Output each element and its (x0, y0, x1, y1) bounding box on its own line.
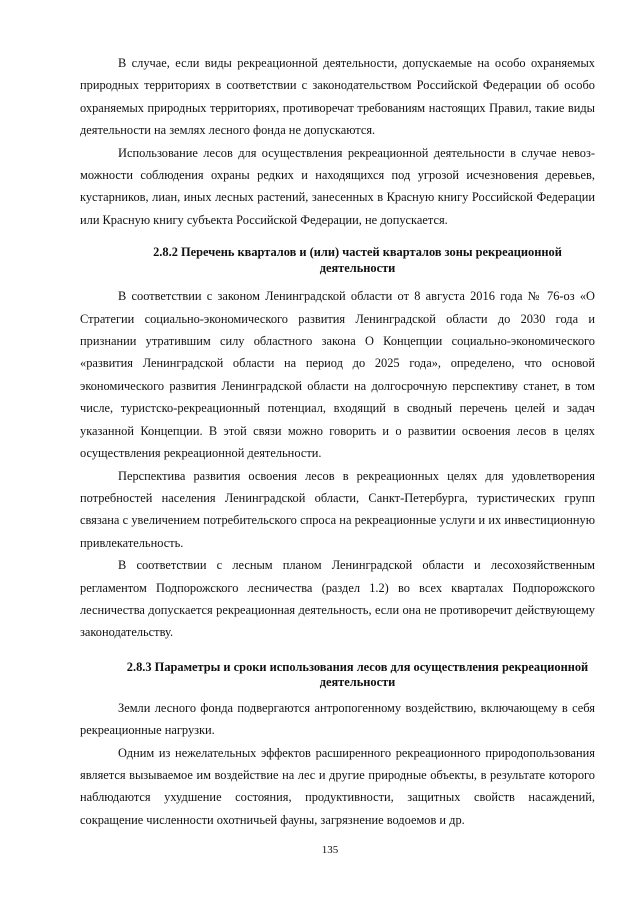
paragraph: Перспектива развития освоения лесов в рекреационных целях для удовлетворения потребностей населения Ленинградской области, Санкт-Петербурга, туристических групп связана с увеличением потребительского спроса на рекреационные услуги и их инвестиционную привлекательность. (80, 468, 595, 550)
paragraph: Одним из нежелательных эффектов расширенного рекреационного природопользования является вызываемое им воздействие на лес и другие природные объекты, в результате которого наблюдаются ухудшение состояния, продуктивности, защитных свойств насаждений, сокращение численности охотничьей фауны, загрязнение водоемов и др. (80, 745, 595, 827)
section-heading: 2.8.2 Перечень кварталов и (или) частей кварталов зоны рекреационной деятельности (153, 245, 562, 275)
paragraph: В соответствии с законом Ленинградской области от 8 августа 2016 года № 76-оз «О Стратегии социально-экономического развития Ленинградской области до 2030 года и признании утратившим силу областного закона О Концепции социально-экономического «развития Ленинградской области на период до 2025 года», определено, что основой экономического развития Ленинградской области на долгосрочную перспективу станет, в том числе, туристско-рекреационный потенциал, входящий в сводный перечень целей и задач указанной Концепции. В этой связи можно говорить и о развитии освоения лесов в целях осуществления рекреационной деятельности. (80, 289, 595, 461)
section-heading: 2.8.3 Параметры и сроки использования лесов для осуществления рекреационной деятельности (126, 659, 589, 690)
paragraph: В случае, если виды рекреационной деятельности, допускаемые на особо охраняемых природных территориях в соответствии с законодательством Российской Федерации об особо охраняемых природных территориях, противоречат требованиям настоящих Правил, такие виды деятельности на землях лесного фонда не допускаются. (80, 56, 595, 138)
document-page (80, 52, 595, 831)
page-number: 135 (321, 844, 339, 856)
paragraph: Земли лесного фонда подвергаются антропогенному воздействию, включающему в себя рекреационные нагрузки. (80, 700, 595, 738)
paragraph: Использование лесов для осуществления рекреационной деятельности в случае невозможности соблюдения охраны редких и находящихся под угрозой исчезновения деревьев, кустарников, лиан, иных лесных растений, занесенных в Красную книгу Российской Федерации или Красную книгу субъекта Российской Федерации, не допускается. (80, 145, 595, 227)
paragraph: В соответствии с лесным планом Ленинградской области и лесохозяйственным регламентом Подпорожского лесничества (раздел 1.2) во всех кварталах Подпорожского лесничества допускается рекреационная деятельность, если она не противоречит действующему законодательству. (80, 558, 595, 640)
